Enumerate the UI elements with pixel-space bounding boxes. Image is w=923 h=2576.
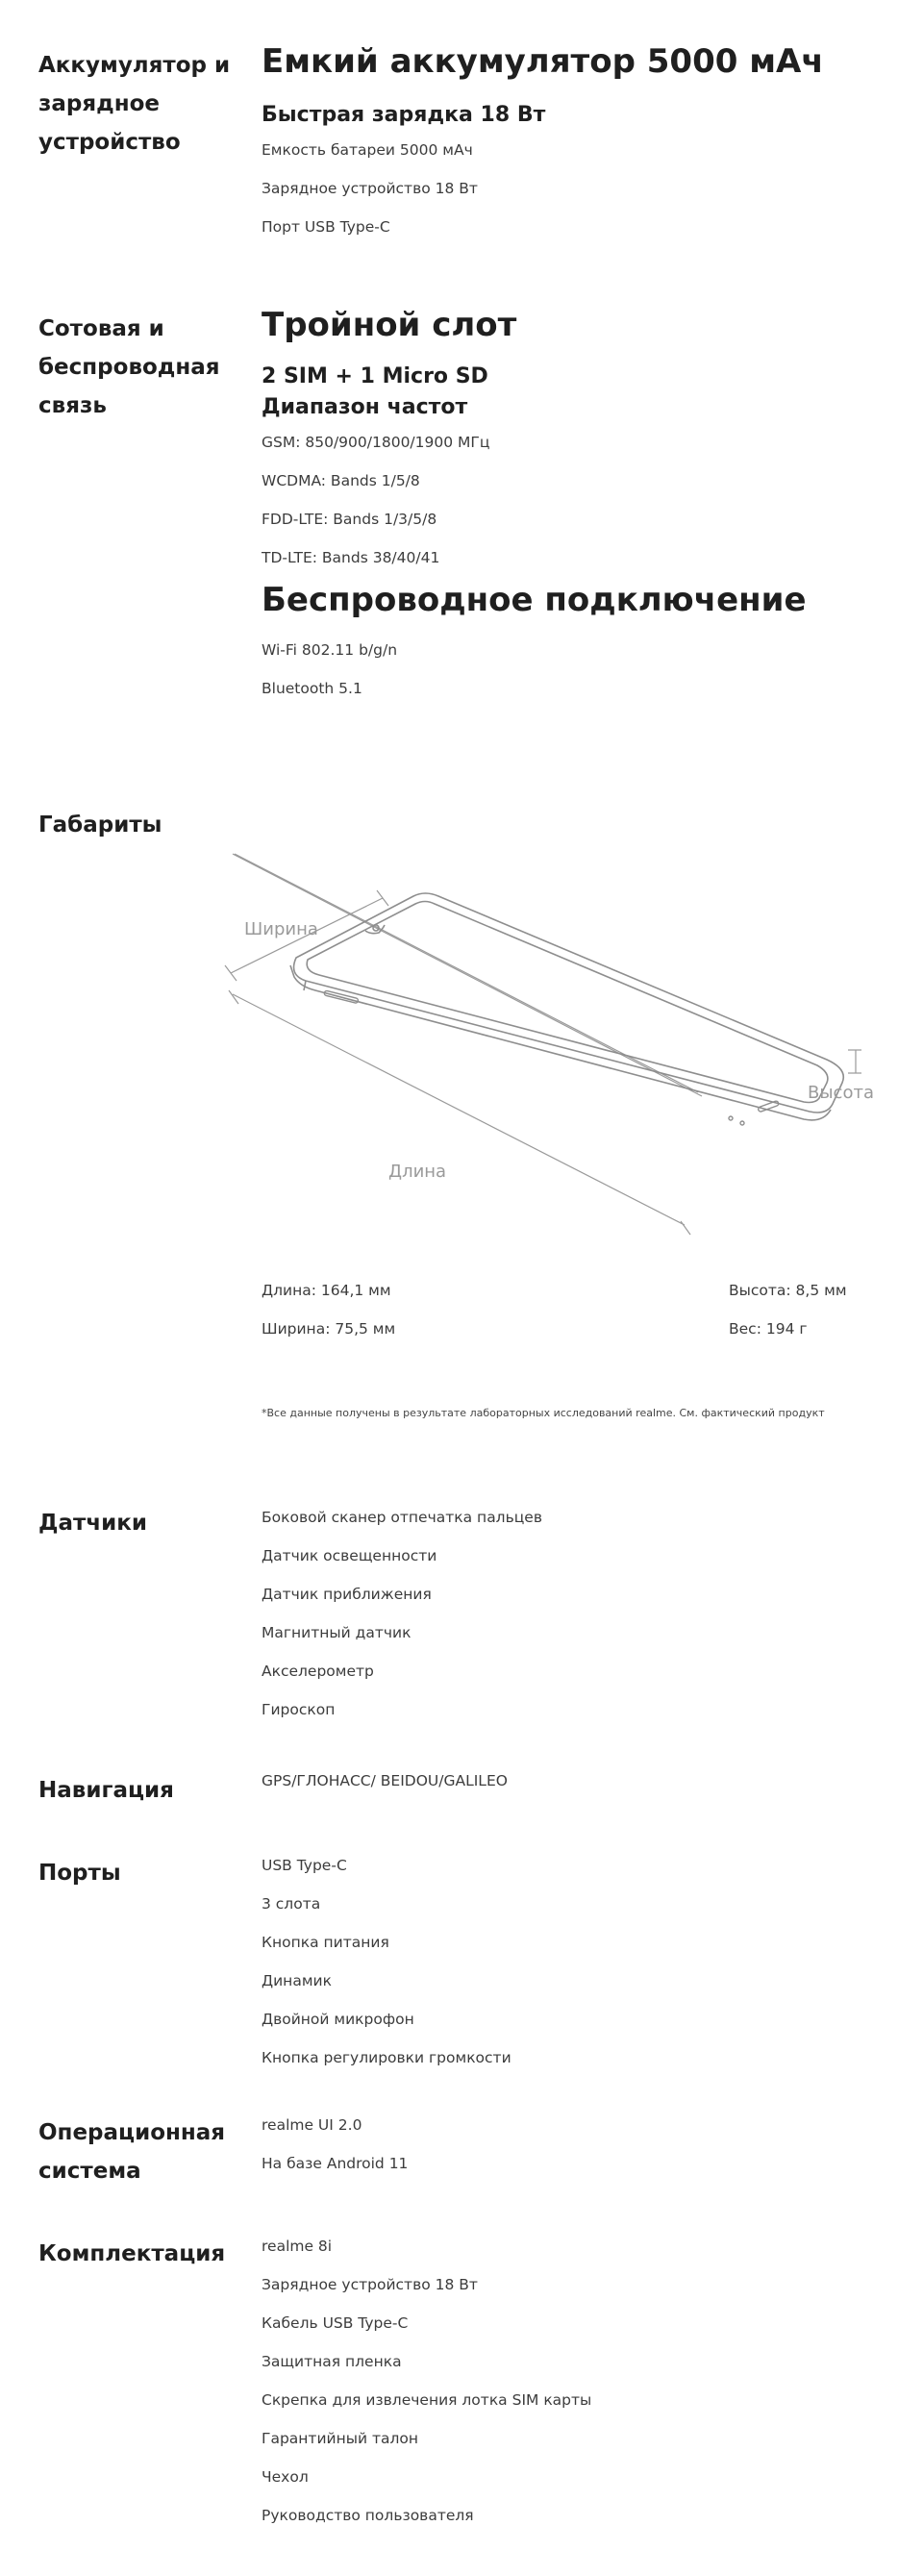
width-value: Ширина: 75,5 мм xyxy=(262,1320,396,1338)
port-item: 3 слота xyxy=(262,1895,321,1913)
package-section xyxy=(0,2235,923,2562)
navigation-section-label: Навигация xyxy=(38,1778,174,1803)
spec-item: Емкость батареи 5000 мАч xyxy=(262,141,473,159)
battery-section xyxy=(0,38,923,260)
port-item: USB Type-C xyxy=(262,1857,347,1874)
package-section-label: Комплектация xyxy=(38,2241,226,2266)
band-item: TD-LTE: Bands 38/40/41 xyxy=(262,549,440,566)
navigation-section xyxy=(0,1771,923,1829)
connectivity-label-line: беспроводная xyxy=(38,355,220,380)
length-value: Длина: 164,1 мм xyxy=(262,1282,391,1299)
package-item: Гарантийный талон xyxy=(262,2430,419,2447)
wireless-heading: Беспроводное подключение xyxy=(262,581,807,619)
bands-heading: Диапазон частот xyxy=(262,395,468,419)
package-item: Скрепка для извлечения лотка SIM карты xyxy=(262,2391,592,2409)
dimensions-footnote: *Все данные получены в результате лабораторных исследований realme. См. фактический продукт xyxy=(262,1407,825,1419)
battery-heading: Емкий аккумулятор 5000 мАч xyxy=(262,42,824,81)
sensor-item: Акселерометр xyxy=(262,1663,374,1680)
sensors-section xyxy=(0,1504,923,1750)
sensor-item: Датчик освещенности xyxy=(262,1547,437,1564)
band-item: GSM: 850/900/1800/1900 МГц xyxy=(262,434,490,451)
battery-label-line: зарядное xyxy=(38,91,160,116)
width-label: Ширина xyxy=(244,919,318,939)
phone-dimensions-diagram xyxy=(212,856,904,1135)
ports-section xyxy=(0,1854,923,2094)
port-item: Динамик xyxy=(262,1972,332,1989)
package-item: Руководство пользователя xyxy=(262,2507,474,2524)
height-dimension-line xyxy=(848,1050,861,1073)
sim-heading: 2 SIM + 1 Micro SD xyxy=(262,364,488,388)
os-label-line: система xyxy=(38,2159,141,2184)
sensor-item: Датчик приближения xyxy=(262,1586,432,1603)
os-section-label xyxy=(38,2113,231,2190)
port-item: Кнопка питания xyxy=(262,1934,389,1951)
battery-label-line: Аккумулятор и xyxy=(38,53,231,78)
connectivity-label-line: Сотовая и xyxy=(38,316,164,341)
length-dimension-line xyxy=(233,854,702,1096)
length-label: Длина xyxy=(388,1162,447,1182)
spec-item: Зарядное устройство 18 Вт xyxy=(262,180,478,197)
dimensions-section-label: Габариты xyxy=(38,813,162,838)
os-section xyxy=(0,2113,923,2210)
navigation-item: GPS/ГЛОНАСС/ BEIDOU/GALILEO xyxy=(262,1772,508,1789)
package-item: Зарядное устройство 18 Вт xyxy=(262,2276,478,2293)
phone-body xyxy=(290,893,843,1120)
height-value: Высота: 8,5 мм xyxy=(729,1282,847,1299)
battery-subheading: Быстрая зарядка 18 Вт xyxy=(262,103,546,127)
package-item: realme 8i xyxy=(262,2238,333,2255)
battery-label-line: устройство xyxy=(38,130,181,155)
os-label-line: Операционная xyxy=(38,2120,226,2145)
os-item: На базе Android 11 xyxy=(262,2155,409,2172)
spec-item: Порт USB Type-C xyxy=(262,218,390,236)
band-item: WCDMA: Bands 1/5/8 xyxy=(262,472,420,489)
dimensions-section xyxy=(0,806,923,1421)
wireless-item: Bluetooth 5.1 xyxy=(262,680,362,697)
sensor-item: Магнитный датчик xyxy=(262,1624,412,1641)
sensor-item: Гироскоп xyxy=(262,1701,336,1718)
connectivity-section-label xyxy=(38,310,231,425)
os-item: realme UI 2.0 xyxy=(262,2116,362,2134)
weight-value: Вес: 194 г xyxy=(729,1320,808,1338)
sensors-section-label: Датчики xyxy=(38,1511,147,1536)
connectivity-section xyxy=(0,304,923,727)
slot-heading: Тройной слот xyxy=(262,306,517,344)
port-item: Кнопка регулировки громкости xyxy=(262,2049,511,2066)
ports-section-label: Порты xyxy=(38,1861,121,1886)
band-item: FDD-LTE: Bands 1/3/5/8 xyxy=(262,511,437,528)
sensor-item: Боковой сканер отпечатка пальцев xyxy=(262,1509,542,1526)
connectivity-label-line: связь xyxy=(38,393,107,418)
height-label: Высота xyxy=(808,1083,874,1103)
port-item: Двойной микрофон xyxy=(262,2011,414,2028)
package-item: Кабель USB Type-C xyxy=(262,2314,409,2332)
battery-section-label xyxy=(38,46,231,162)
wireless-item: Wi-Fi 802.11 b/g/n xyxy=(262,641,398,659)
package-item: Чехол xyxy=(262,2468,309,2486)
package-item: Защитная пленка xyxy=(262,2353,402,2370)
